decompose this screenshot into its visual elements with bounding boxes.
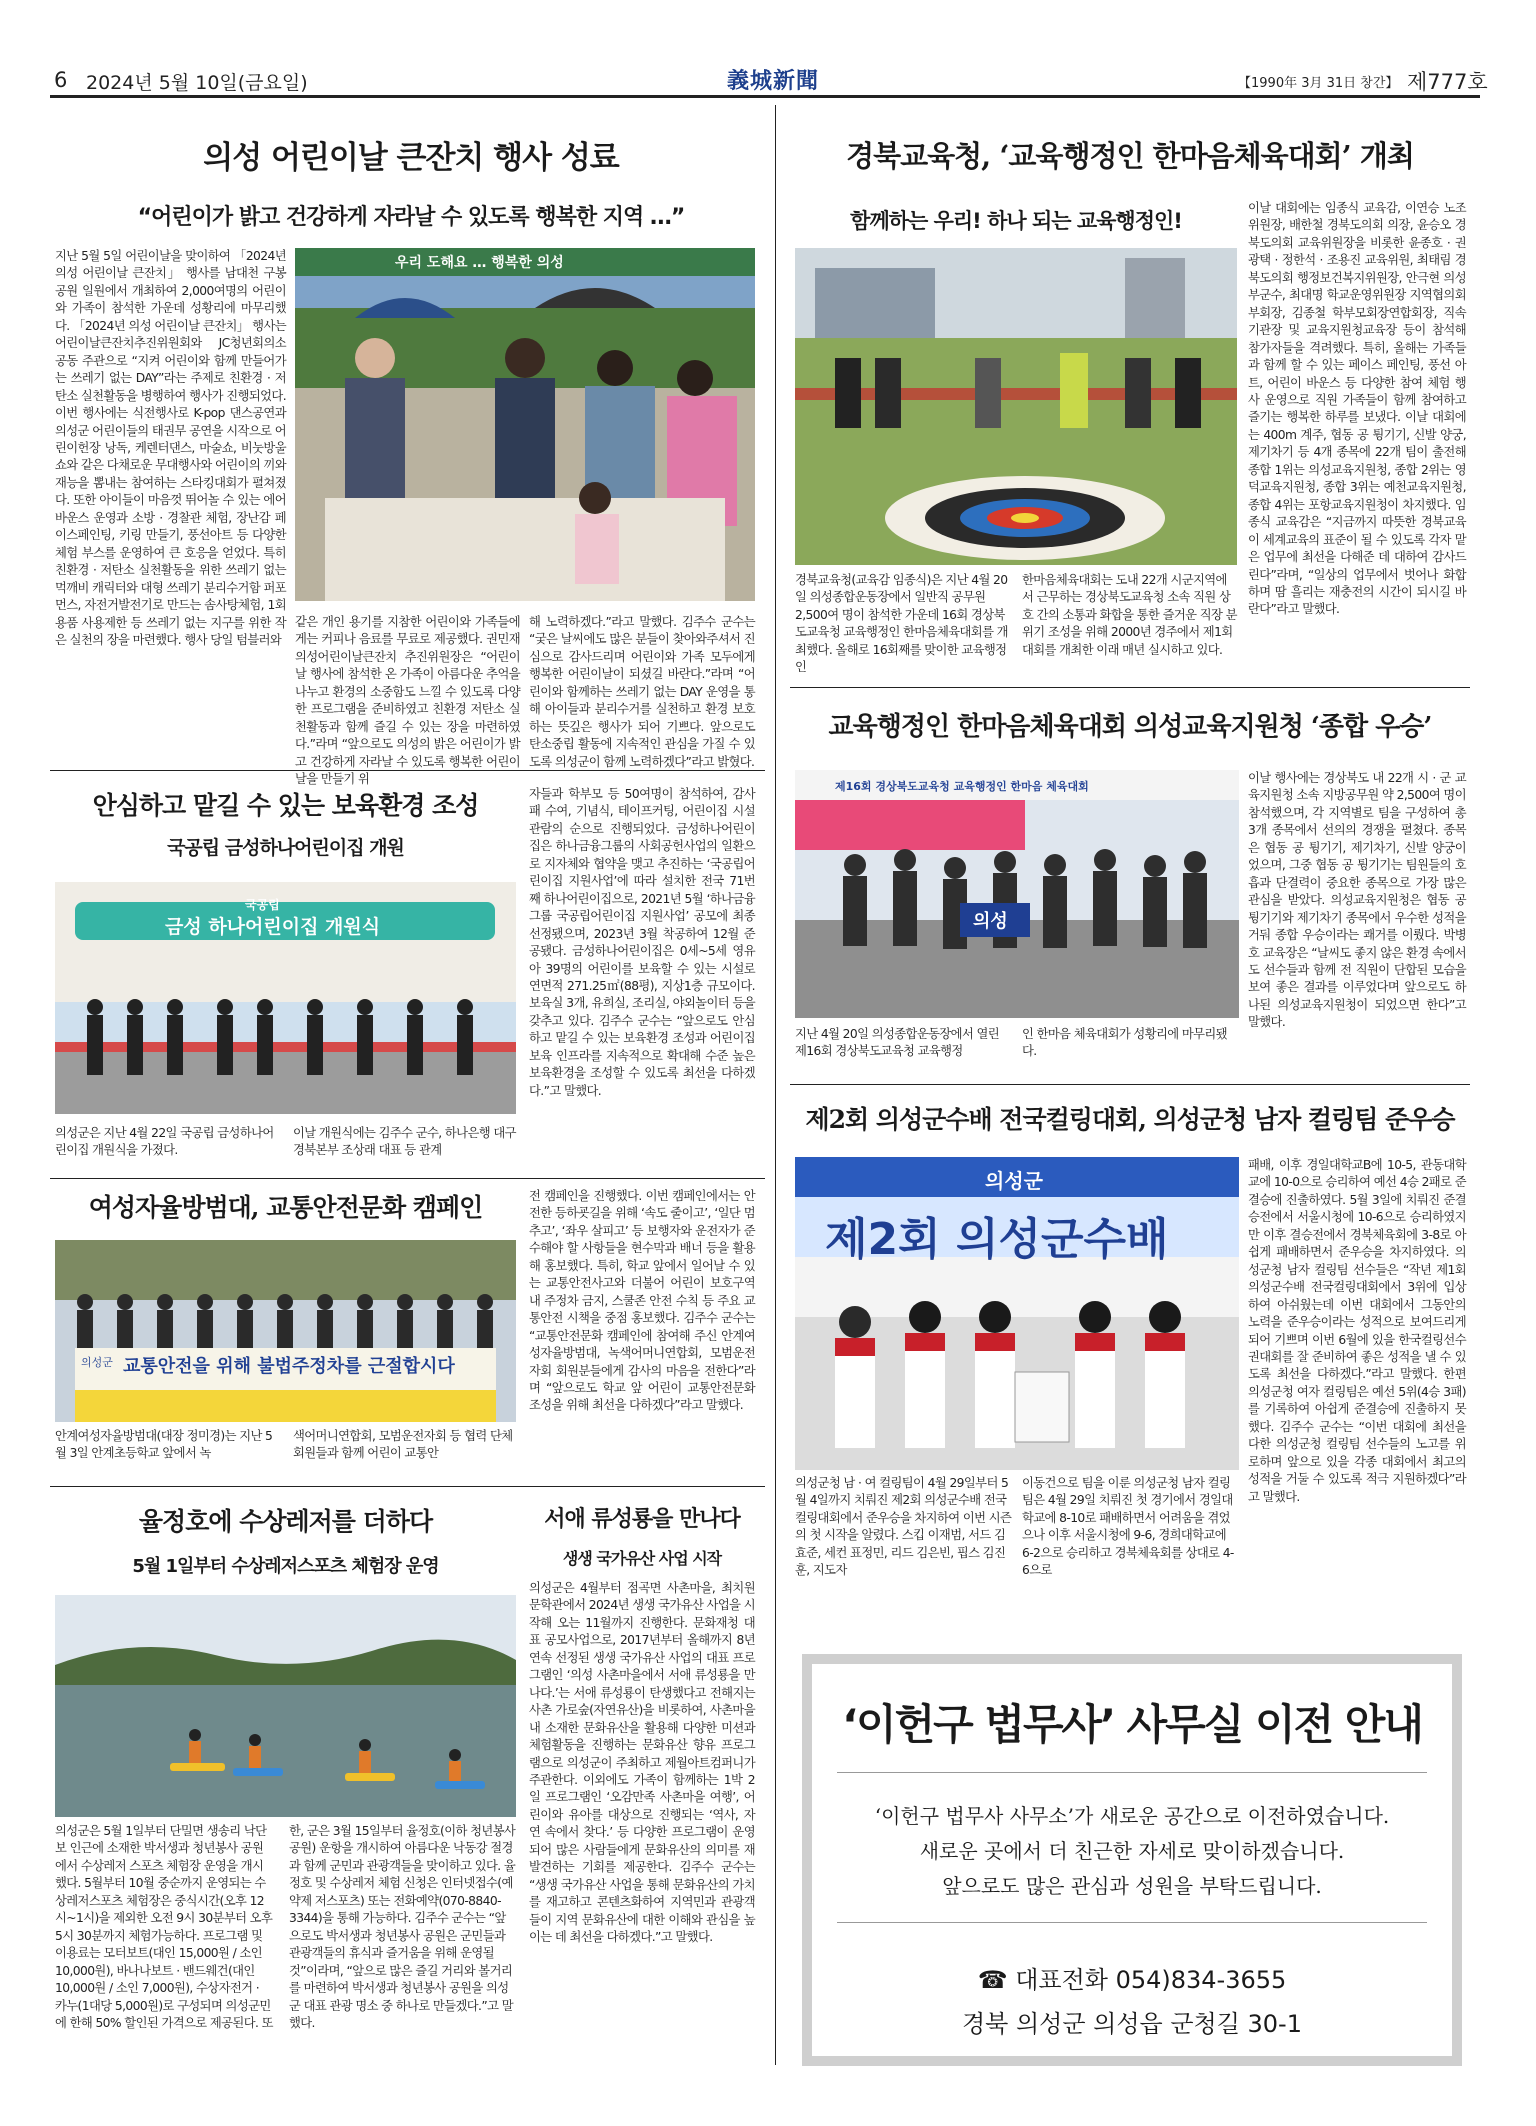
story6-caption2: 색어머니연합회, 모범운전자회 등 협력 단체 회원들과 함께 어린이 교통안	[293, 1429, 513, 1461]
story6-title: 여성자율방범대, 교통안전문화 캠페인	[88, 1193, 483, 1222]
story5-banner-small: 국공립	[245, 898, 280, 912]
story7-photo	[55, 1595, 516, 1817]
ad-phone: ☎ 대표전화 054)834-3655	[977, 1966, 1287, 1994]
ad-title: ‘이헌구 법무사’ 사무실 이전 안내	[842, 1700, 1422, 1749]
story7-caption1: 의성군은 5월 1일부터 단밀면 생송리 낙단보 인근에 소재한 박서생과 청년봉사 공원에서 수상레저 스포츠 체험장 운영을 개시했다. 5월부터 10월 중순까지 운영되는 수상레저스포츠 체험장은 중식시간(오후 12시~1시)을 제외한 오전 9시 30분부터 오후 5시 30분까지 체험가능하다. 프로그램 및 이용료는 모터보트(대인 15,000원 / 소인 10,000원), 바나나보트 · 밴드웨건(대인 10,000원 / 소인 7,000원), 수상자전거 · 카누(1대당 5,000원)로 구성되며 의성군민에 한해 50% 할인된 가격으로 제공된다. 또	[55, 1824, 273, 2030]
story7-caption2: 한, 군은 3월 15일부터 율정호(이하 청년봉사 공원) 운항을 개시하여 아름다운 낙동강 절경과 함께 군민과 관광객들을 맞이하고 있다. 율정호 및 수상레저 체험 신청은 인터넷접수(예약제 저스포츠) 또는 전화예약(070-8840-3344)을 통해 가능하다. 김주수 군수는 “앞으로도 박서생과 청년봉사 공원은 군민들과 관광객들의 휴식과 즐거움을 위해 운영될 것”이라며, “앞으로 많은 즐길 거리와 볼거리를 마련하여 박서생과 청년봉사 공원을 의성군 대표 관광 명소 중 하나로 만들겠다.”고 말했다.	[289, 1824, 516, 2030]
ad-line3: 앞으로도 많은 관심과 성원을 부탁드립니다.	[942, 1874, 1322, 1898]
section-rule	[50, 1178, 765, 1179]
story4-photo-logo: 의성군	[985, 1169, 1043, 1193]
story8-title: 서애 류성룡을 만나다	[544, 1506, 740, 1532]
story2-subtitle: 함께하는 우리! 하나 되는 교육행정인!	[850, 209, 1182, 233]
story1-col3: 해 노력하겠다.”라고 말했다. 김주수 군수는 “궂은 날씨에도 많은 분들이 찾아와주셔서 진심으로 감사드리며 어린이와 가족 모두에게 행복한 어린이날이 되셨길 바란다.”라며 “어린이와 함께하는 쓰레기 없는 DAY 운영을 통해 아이들과 분리수거를 실천하고 환경 보호하는 뜻깊은 행사가 되어 기쁘다. 앞으로도 탄소중립 활동에 지속적인 관심을 가질 수 있도록 의성군이 함께 노력하겠다”라고 밝혔다.	[529, 615, 755, 769]
story3-sign: 의성	[973, 911, 1008, 932]
story2-title: 경북교육청, ‘교육행정인 한마음체육대회’ 개최	[846, 139, 1414, 173]
story1-title: 의성 어린이날 큰잔치 행사 성료	[203, 140, 619, 176]
issue-number: 제777호	[1407, 70, 1488, 94]
story6-photo	[55, 1240, 516, 1422]
story3-caption1: 지난 4월 20일 의성종합운동장에서 열린 제16회 경상북도교육청 교육행정	[795, 1027, 1000, 1059]
story6-banner-small: 의성군	[81, 1356, 113, 1369]
story1-subtitle: “어린이가 밝고 건강하게 자라날 수 있도록 행복한 지역 …”	[137, 205, 685, 230]
story5-photo	[55, 882, 516, 1114]
founded-date: 【1990年 3月 31日 창간】	[1238, 76, 1399, 91]
story4-photo-banner: 제2회 의성군수배	[825, 1214, 1169, 1265]
story1-photo-banner: 우리 도해요 … 행복한 의성	[395, 255, 564, 271]
ad-address: 경북 의성군 의성읍 군청길 30-1	[961, 2010, 1302, 2038]
story8-subtitle: 생생 국가유산 사업 시작	[562, 1549, 722, 1568]
story1-col2: 같은 개인 용기를 지참한 어린이와 가족들에게는 커피나 음료를 무료로 제공했다. 권민재 의성어린이날큰잔치 추진위원장은 “어린이날 행사에 참석한 온 가족이 아름다운 추억을 나누고 환경의 소중함도 느낄 수 있도록 다양한 프로그램을 준비하였고 친환경 저탄소 실천활동과 함께 즐길 수 있는 장을 마련하였다.”라며 “앞으로도 의성의 밝은 어린이가 밝고 건강하게 자라날 수 있도록 행복한 어린이날을 만들기 위	[295, 615, 520, 787]
story4-caption1: 의성군청 남 · 여 컬링팀이 4월 29일부터 5월 4일까지 치뤄진 제2회 의성군수배 전국컬링대회에서 준우승을 차지하여 이번 시즌의 첫 시작을 알렸다. 스킵 이재범, 서드 김효준, 세컨 표정민, 리드 김은빈, 핍스 김진훈, 지도자	[795, 1476, 1012, 1578]
story3-title: 교육행정인 한마음체육대회 의성교육지원청 ‘종합 우승’	[828, 712, 1432, 742]
section-rule	[790, 1084, 1470, 1085]
story4-title: 제2회 의성군수배 전국컬링대회, 의성군청 남자 컬링팀 준우승	[805, 1105, 1455, 1134]
story5-title: 안심하고 맡길 수 있는 보육환경 조성	[92, 791, 479, 820]
section-rule	[50, 1486, 765, 1487]
story5-banner-main: 금성 하나어린이집 개원식	[165, 916, 381, 938]
story7-title: 율정호에 수상레저를 더하다	[138, 1507, 433, 1536]
ad-line1: ‘이헌구 법무사 사무소’가 새로운 공간으로 이전하였습니다.	[874, 1804, 1390, 1828]
story3-col-right: 이날 행사에는 경상북도 내 22개 시 · 군 교육지원청 소속 지방공무원 약 2,500여 명이 참석했으며, 각 지역별로 팀을 구성하여 총 3개 종목에서 선의의 경쟁을 펼쳤다. 종목은 협동 공 튕기기, 제기차기, 신발 양궁이었으며, 그중 협동 공 튕기기는 팀원들의 호흡과 단결력이 중요한 종목으로 가장 많은 관심을 받았다. 의성교육지원청은 협동 공 튕기기와 제기차기 종목에서 우수한 성적을 거둬 종합 우승이라는 쾌거를 이뤘다. 박병호 교육장은 “날씨도 좋지 않은 환경 속에서도 선수들과 함께 전 직원이 단합된 모습을 보여 좋은 결과를 이루었다며 앞으로도 하나된 의성교육지원청이 되었으면 한다”고 말했다.	[1248, 771, 1466, 1030]
story5-col-right: 자들과 학부모 등 50여명이 참석하여, 감사패 수여, 기념식, 테이프커팅, 어린이집 시설관람의 순으로 진행되었다. 금성하나어린이집은 하나금융그룹의 사회공헌사업의 일환으로 지자체와 협약을 맺고 추진하는 ‘국공립어린이집 지원사업’에 따라 설치한 전국 71번째 하나어린이집으로, 2021년 5월 ‘하나금융그룹 국공립어린이집 지원사업’ 공모에 최종 선정됐으며, 2023년 3월 착공하여 12월 준공됐다. 금성하나어린이집은 0세~5세 영유아 39명의 어린이를 보육할 수 있는 시설로 연면적 271.25㎡(88평), 지상1층 규모이다. 보육실 3개, 유희실, 조리실, 야외놀이터 등을 갖추고 있다. 김주수 군수는 “앞으로도 안심하고 맡길 수 있는 보육환경 조성과 어린이집 보육 인프라를 지속적으로 확대해 수준 높은 보육환경을 조성할 수 있도록 최선을 다하겠다.”고 말했다.	[529, 787, 755, 1098]
ad-divider	[837, 1922, 1427, 1923]
story2-caption1: 경북교육청(교육감 임종식)은 지난 4월 20일 의성종합운동장에서 일반직 공무원 2,500여 명이 참석한 가운데 16회 경상북도교육청 교육행정인 한마음체육대회를 개최했다. 올해로 16회째를 맞이한 교육행정인	[795, 573, 1008, 675]
story3-caption2: 인 한마음 체육대회가 성황리에 마무리됐다.	[1022, 1027, 1227, 1059]
story2-photo	[795, 248, 1237, 565]
issue-date: 2024년 5월 10일(금요일)	[86, 72, 308, 94]
masthead-logo: 義城新聞	[727, 68, 820, 94]
story5-caption1: 의성군은 지난 4월 22일 국공립 금성하나어린이집 개원식을 가졌다.	[55, 1126, 274, 1158]
story8-col: 의성군은 4월부터 점곡면 사촌마을, 최치원문학관에서 2024년 생생 국가유산 사업을 시작해 오는 11월까지 진행한다. 문화재청 대표 공모사업으로, 2017년부터 올해까지 8년 연속 선정된 생생 국가유산 사업의 대표 프로그램인 ‘의성 사촌마을에서 서애 류성룡을 만나다.’는 서애 류성룡이 탄생했다고 전해지는 사촌 가로숲(자연유산)을 비롯하여, 사촌마을 내 소재한 문화유산을 활용해 다양한 미션과 체험활동을 진행하는 문화유산 향유 프로그램으로 의성군이 주최하고 제월아트컴퍼니가 주관한다. 이외에도 가족이 함께하는 1박 2일 프로그램인 ‘오감만족 사촌마을 여행’, 어린이와 유아를 대상으로 진행되는 ‘역사, 자연 속에서 찾다.’ 등 다양한 프로그램이 운영되어 많은 사람들에게 문화유산의 의미를 재발견하는 기회를 제공한다. 김주수 군수는 “생생 국가유산 사업을 통해 문화유산의 가치를 재고하고 콘텐츠화하여 지역민과 관광객들이 지역 문화유산에 대한 이해와 관심을 높이는 데 최선을 다하겠다.”고 말했다.	[529, 1581, 755, 1945]
relocation-ad	[802, 1654, 1462, 2066]
page-number: 6	[54, 68, 68, 92]
story3-photo-banner: 제16회 경상북도교육청 교육행정인 한마음 체육대회	[835, 780, 1089, 793]
ad-divider	[837, 1772, 1427, 1773]
story5-caption2: 이날 개원식에는 김주수 군수, 하나은행 대구경북본부 조상래 대표 등 관계	[293, 1126, 516, 1158]
story4-caption2: 이동건으로 팀을 이룬 의성군청 남자 컬링팀은 4월 29일 치뤄진 첫 경기에서 경일대학교에 8-10로 패배하면서 어려움을 겪었으나 이후 서울시청에 9-6, 경희대학교에 6-2으로 승리하고 경북체육회를 상대로 4-6으로	[1022, 1476, 1234, 1578]
story2-caption2: 한마음체육대회는 도내 22개 시군지역에서 근무하는 경상북도교육청 소속 직원 상호 간의 소통과 화합을 통한 즐거운 직장 분위기 조성을 위해 2000년 경주에서 제1회 대회를 개최한 이래 매년 실시하고 있다.	[1022, 573, 1237, 657]
story5-subtitle: 국공립 금성하나어린이집 개원	[167, 837, 404, 859]
story4-col-right: 패배, 이후 경일대학교B에 10-5, 관동대학교에 10-0으로 승리하여 예선 4승 2패로 준결승에 진출하였다. 5월 3일에 치뤄진 준결승전에서 서울시청에 10-6으로 승리하였지만 이후 결승전에서 경북체육회에 3-8로 아쉽게 패배하면서 준우승을 차지하였다. 의성군청 남자 컬링팀 선수들은 “작년 제1회 의성군수배 전국컬링대회에서 3위에 입상하여 아쉬웠는데 이번 대회에서 그동안의 노력을 준우승이라는 성적으로 보여드리게 되어 기쁘며 이번 6월에 있을 한국컬링선수권대회를 잘 준비하여 좋은 성적을 낼 수 있도록 최선을 다하겠다.”라고 말했다. 한편 의성군청 여자 컬링팀은 예선 5위(4승 3패)를 기록하여 아쉽게 준결승에 진출하지 못했다. 김주수 군수는 “이번 대회에 최선을 다한 의성군청 컬링팀 선수들의 노고를 위로하며 앞으로 있을 각종 대회에서 최고의 성적을 거둘 수 있도록 적극 지원하겠다”라고 말했다.	[1248, 1158, 1466, 1504]
story6-col-right: 전 캠페인을 진행했다. 이번 캠페인에서는 안전한 등하굣길을 위해 ‘속도 줄이고’, ‘일단 멈추고’, ‘좌우 살피고’ 등 보행자와 운전자가 준수해야 할 사항들을 현수막과 배너 등을 활용해 홍보했다. 특히, 학교 앞에서 일어날 수 있는 교통안전사고와 더불어 어린이 보호구역 내 주정차 금지, 스쿨존 안전 수칙 등 주요 교통안전 시책을 중점 홍보했다. 김주수 군수는 “교통안전문화 캠페인에 참여해 주신 안계여성자율방범대, 녹색어머니연합회, 모범운전자회 회원분들에게 감사의 마음을 전한다”라며 “앞으로도 학교 앞 어린이 교통안전문화 조성을 위해 최선을 다하겠다”라고 말했다.	[529, 1189, 755, 1413]
header-rule	[50, 95, 1480, 98]
story3-photo	[795, 770, 1239, 1018]
story4-photo	[795, 1157, 1239, 1470]
story6-banner-main: 교통안전을 위해 불법주정차를 근절합시다	[123, 1356, 455, 1377]
story7-subtitle: 5월 1일부터 수상레저스포츠 체험장 운영	[132, 1556, 439, 1577]
story2-col-right: 이날 대회에는 임종식 교육감, 이연승 노조위원장, 배한철 경북도의회 의장, 윤승오 경북도의회 교육위원장을 비롯한 윤종호 · 권광택 · 정한석 · 조용진 교육위원, 최태림 경북도의회 행정보건복지위원장, 안극현 의성 부군수, 최대명 학교운영위원장 지역협의회부회장, 김종철 학부모회장연합회장, 직속기관장 및 교육지원청교육장 등이 참석해 참가자들을 격려했다. 특히, 올해는 가족들과 함께 할 수 있는 페이스 페인팅, 풍선 아트, 어린이 바운스 등 다양한 참여 체험 행사 운영으로 직원 가족들이 함께 참여하고 즐기는 행복한 하루를 보냈다. 이날 대회에는 400m 계주, 협동 공 튕기기, 신발 양궁, 제기차기 등 4개 종목에 22개 팀이 출전해 종합 1위는 의성교육지원청, 종합 2위는 영덕교육지원청, 종합 3위는 예천교육지원청, 종합 4위는 포항교육지원청이 차지했다. 임종식 교육감은 “지금까지 따뜻한 경북교육이 세계교육의 표준이 될 수 있도록 각자 맡은 업무에 최선을 다해준 데 대하여 감사드린다”라며, “일상의 업무에서 벗어나 화합하며 땀 흘리는 재충전의 시간이 되시길 바란다”라고 말했다.	[1248, 201, 1466, 617]
ad-line2: 새로운 곳에서 더 친근한 자세로 맞이하겠습니다.	[919, 1839, 1345, 1863]
story1-col1: 지난 5월 5일 어린이날을 맞이하여 「2024년 의성 어린이날 큰잔치」 행사를 남대천 구봉공원 일원에서 개최하여 2,000여명의 어린이와 가족이 참석한 가운데 성황리에 마무리했다. 「2024년 의성 어린이날 큰잔치」 행사는 어린이날큰잔치추진위원회와 JC청년회의소 공동 주관으로 “지켜 어린이와 함께 만들어가는 쓰레기 없는 DAY”라는 주제로 친환경 · 저탄소 실천활동을 병행하여 행사가 진행되었다. 이번 행사에는 식전행사로 K-pop 댄스공연과 의성군 어린이들의 태권무 공연을 시작으로 어린이헌장 낭독, 케렌터댄스, 마술쇼, 비눗방울쇼와 같은 다채로운 무대행사와 어린이의 끼와 재능을 뽐내는 참여하는 스타킹대회가 펼쳐졌다. 또한 아이들이 마음껏 뛰어놀 수 있는 에어바운스 운영과 소방 · 경찰관 체험, 장난감 페이스페인팅, 키링 만들기, 풍선아트 등 다양한 체험 부스를 운영하여 큰 호응을 얻었다. 특히 친환경 · 저탄소 실천활동을 위한 쓰레기 없는 먹깨비 캐릭터와 대형 쓰레기 분리수거함 퍼포먼스, 자전거발전기로 만드는 솜사탕체험, 1회용품 사용제한 등 쓰레기 없는 지구를 위한 작은 실천의 장을 마련했다. 행사 당일 텀블러와	[55, 249, 286, 647]
story1-photo	[295, 248, 755, 601]
vertical-divider	[775, 105, 776, 2065]
section-rule	[790, 687, 1470, 688]
story6-caption1: 안계여성자율방범대(대장 정미경)는 지난 5월 3일 안계초등학교 앞에서 녹	[55, 1429, 273, 1461]
section-rule	[50, 770, 765, 771]
